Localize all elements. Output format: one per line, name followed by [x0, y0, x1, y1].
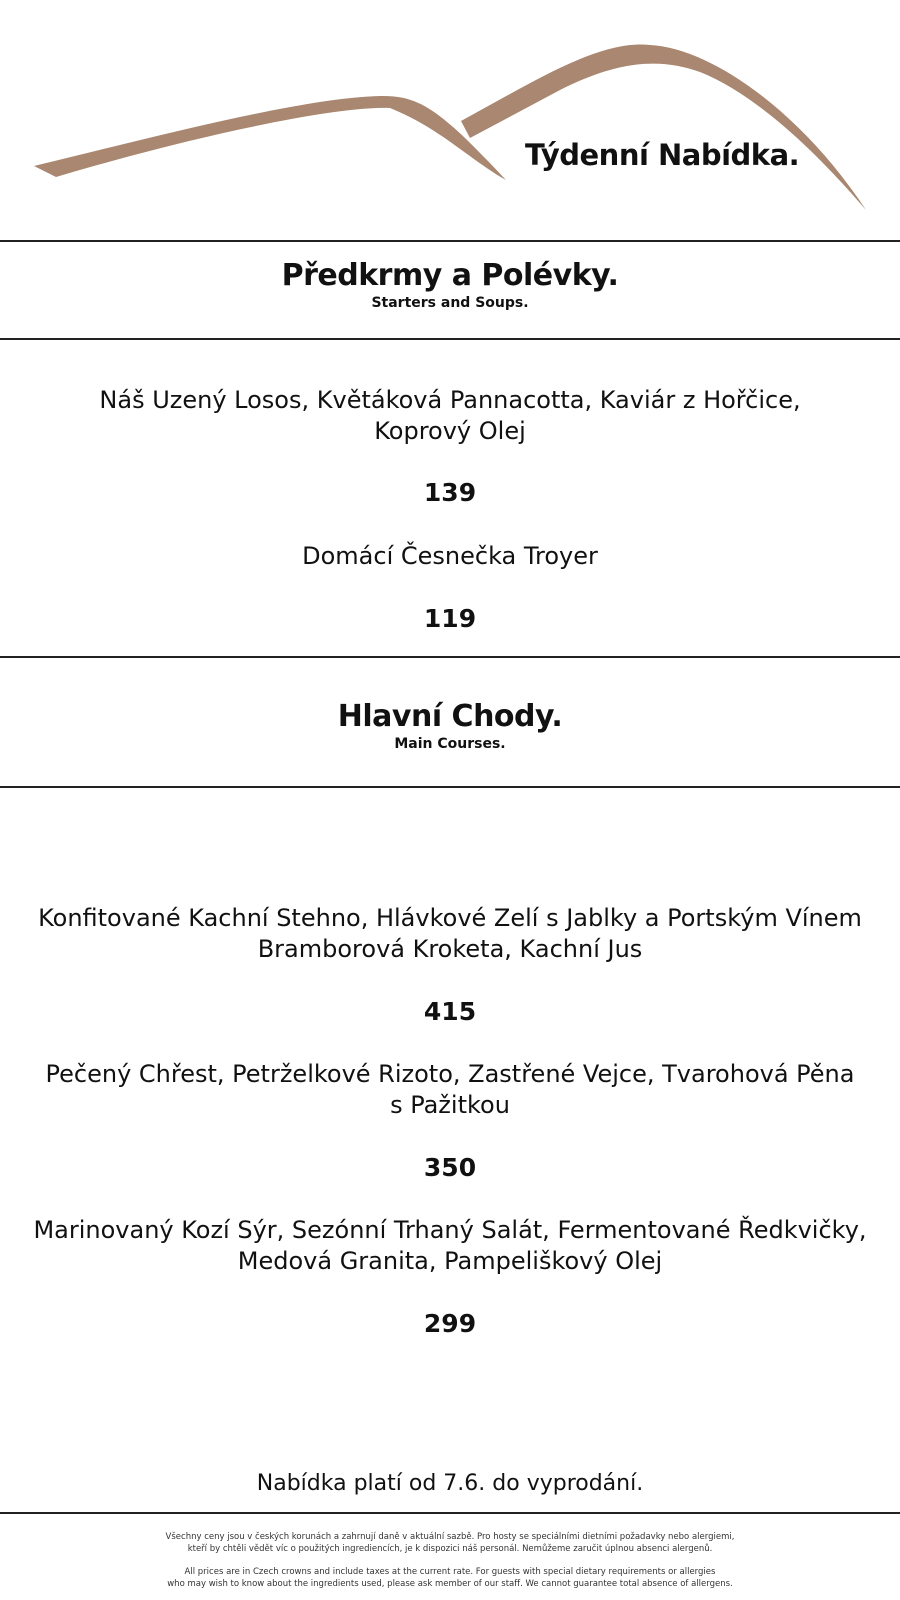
- menu-item-price: 415: [423, 997, 477, 1026]
- mountain-left-stroke: [34, 96, 506, 180]
- section-title: Předkrmy a Polévky.: [281, 258, 619, 293]
- offer-validity: Nabídka platí od 7.6. do vyprodání.: [256, 1471, 644, 1496]
- section-subtitle: Starters and Soups.: [371, 295, 529, 311]
- divider: [0, 240, 900, 242]
- divider: [0, 786, 900, 788]
- footnote-czech: [0, 1531, 900, 1555]
- menu-item-name: [0, 1215, 900, 1277]
- menu-item-name: [0, 1059, 900, 1121]
- menu-item-price: 350: [423, 1153, 477, 1182]
- footnote-line: kteří by chtěli vědět víc o použitých ingrediencích, je k dispozici náš personál. Nemůžeme zaručit úplnou absenci alergenů.: [187, 1544, 713, 1554]
- item-line: Medová Granita, Pampeliškový Olej: [237, 1247, 663, 1275]
- item-line: s Pažitkou: [390, 1091, 510, 1119]
- menu-item-name: [0, 541, 900, 572]
- item-line: Koprový Olej: [374, 417, 526, 445]
- mountain-logo-icon: [0, 0, 900, 240]
- footnote-line: All prices are in Czech crowns and include taxes at the current rate. For guests with special dietary requirements or allergies: [184, 1567, 716, 1577]
- item-line: Pečený Chřest, Petrželkové Rizoto, Zastřené Vejce, Tvarohová Pěna: [45, 1060, 855, 1088]
- item-line: Konfitované Kachní Stehno, Hlávkové Zelí s Jablky a Portským Vínem: [38, 904, 862, 932]
- menu-item-price: 139: [423, 478, 477, 507]
- footnote-english: [0, 1566, 900, 1590]
- menu-item-price: 299: [423, 1309, 477, 1338]
- menu-item-price: 119: [423, 604, 477, 633]
- mains-heading: [0, 699, 900, 753]
- divider: [0, 338, 900, 340]
- menu-item-name: [0, 385, 900, 447]
- mountain-right-stroke: [461, 45, 866, 210]
- divider: [0, 656, 900, 658]
- header: [0, 0, 900, 240]
- item-line: Bramborová Kroketa, Kachní Jus: [257, 935, 643, 963]
- menu-item-name: [0, 903, 900, 965]
- section-title: Hlavní Chody.: [337, 699, 563, 734]
- item-line: Domácí Česnečka Troyer: [302, 542, 598, 570]
- page-title: Týdenní Nabídka.: [525, 138, 800, 172]
- divider: [0, 1512, 900, 1514]
- starters-heading: [0, 258, 900, 312]
- section-subtitle: Main Courses.: [394, 736, 506, 752]
- item-line: Náš Uzený Losos, Květáková Pannacotta, Kaviár z Hořčice,: [99, 386, 801, 414]
- footnote-line: who may wish to know about the ingredients used, please ask member of our staff. We cannot guarantee total absence of allergens.: [167, 1579, 733, 1589]
- footnote-line: Všechny ceny jsou v českých korunách a zahrnují daně v aktuální sazbě. Pro hosty se speciálními dietními požadavky nebo alergiemi,: [165, 1532, 735, 1542]
- item-line: Marinovaný Kozí Sýr, Sezónní Trhaný Salát, Fermentované Ředkvičky,: [33, 1216, 867, 1244]
